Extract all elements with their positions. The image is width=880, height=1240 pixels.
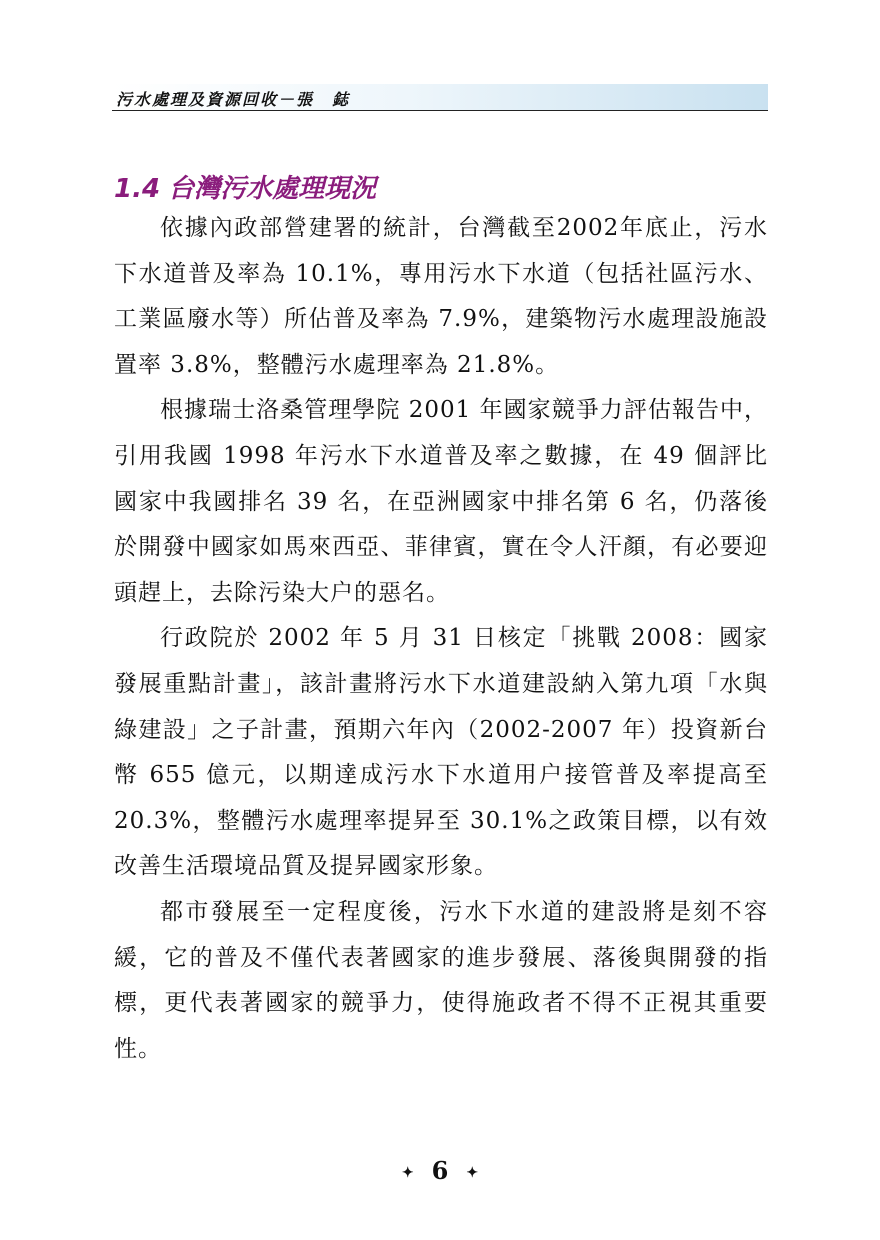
paragraph-4: 都市發展至一定程度後，污水下水道的建設將是刻不容緩，它的普及不僅代表著國家的進步發展、落後與開發的指標，更代表著國家的競爭力，使得施政者不得不正視其重要性。 [114,898,768,1062]
paragraph-3: 行政院於 2002 年 5 月 31 日核定「挑戰 2008：國家發展重點計畫」，該計畫將污水下水道建設納入第九項「水與綠建設」之子計畫，預期六年內（2002-2007 年）投資新台幣 655 億元，以期達成污水下水道用户接管普及率提高至 20.3%，整體污水處理率提昇至 30.1%之政策目標，以有效改善生活環境品質及提昇國家形象。 [114,625,768,880]
section-number: 1.4 [114,174,161,204]
page-footer [0,1156,880,1185]
running-header [112,84,768,111]
paragraph-1: 依據內政部營建署的統計，台灣截至2002年底止，污水下水道普及率為 10.1%，專用污水下水道（包括社區污水、工業區廢水等）所佔普及率為 7.9%，建築物污水處理設施設置率 3.8%，整體污水處理率為 21.8%。 [114,215,768,378]
page-number: 6 [431,1156,449,1185]
star-icon: ✦ [466,1164,479,1181]
section-title: 台灣污水處理現況 [168,174,377,204]
body-text [114,206,768,1072]
running-header-title: 污水處理及資源回收－張 鋕 [116,90,351,109]
section-heading [114,168,376,205]
star-icon: ✦ [401,1164,414,1181]
paragraph-2: 根據瑞士洛桑管理學院 2001 年國家競爭力評估報告中，引用我國 1998 年污水下水道普及率之數據，在 49 個評比國家中我國排名 39 名，在亞洲國家中排名第 6 名，仍落後於開發中國家如馬來西亞、菲律賓，實在令人汗顏，有必要迎頭趕上，去除污染大户的惡名。 [114,397,768,606]
